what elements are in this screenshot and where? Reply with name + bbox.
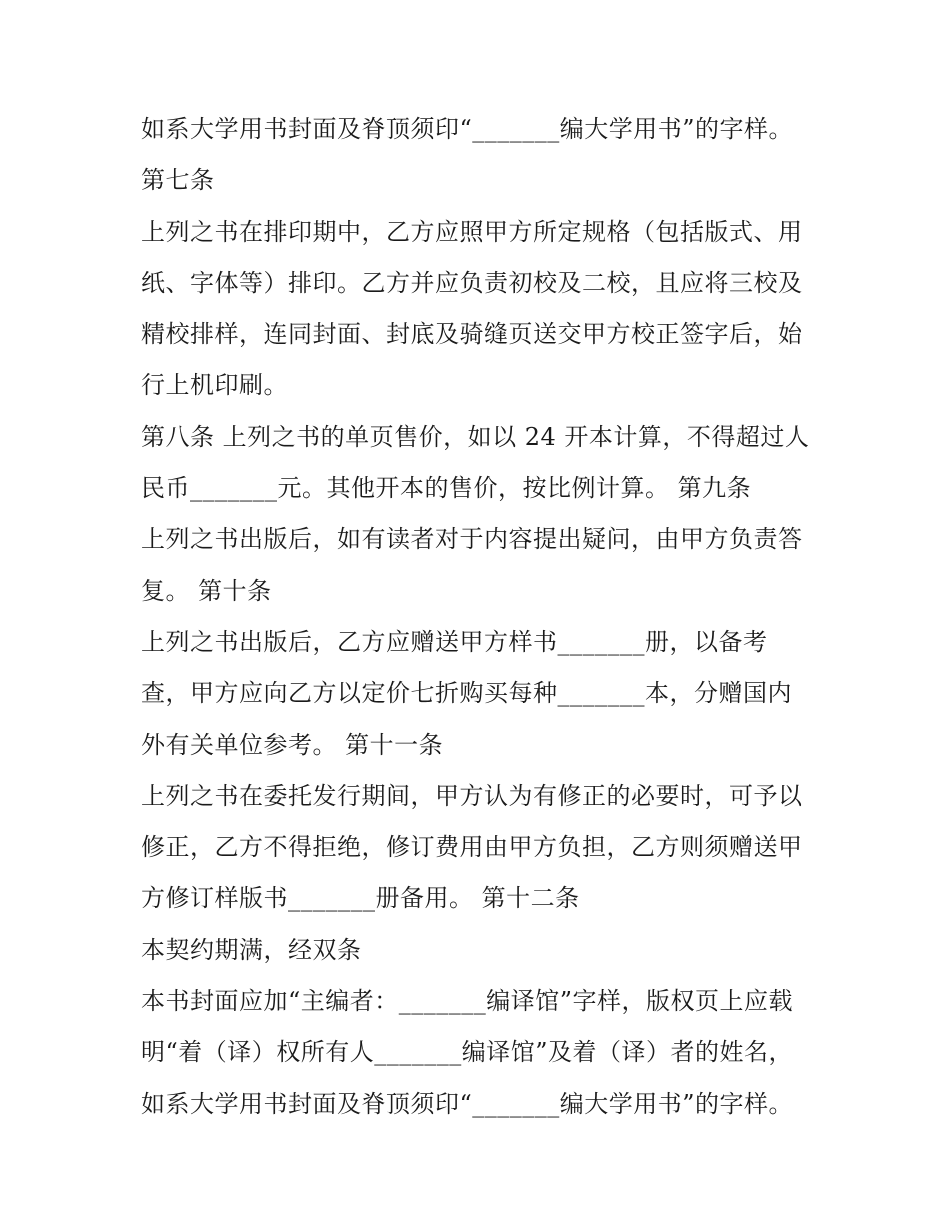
text-line-1: 如系大学用书封面及脊顶须印“_______编大学用书”的字样。: [141, 115, 794, 143]
text-line-13: 外有关单位参考。 第十一条: [141, 730, 444, 759]
text-line-20: 如系大学用书封面及脊顶须印“_______编大学用书”的字样。: [141, 1089, 794, 1118]
text-line-7: 第八条 上列之书的单页售价，如以 24 开本计算，不得超过人: [141, 422, 810, 451]
text-line-19: 明“着（译）权所有人_______编译馆”及着（译）者的姓名，: [141, 1038, 794, 1067]
text-line-14: 上列之书在委托发行期间，甲方认为有修正的必要时，可予以: [141, 781, 803, 810]
text-line-4: 纸、字体等）排印。乙方并应负责初校及二校，且应将三校及: [141, 268, 803, 297]
text-line-18: 本书封面应加“主编者：_______编译馆”字样，版权页上应载: [141, 987, 794, 1016]
text-line-8: 民币_______元。其他开本的售价，按比例计算。 第九条: [141, 474, 752, 503]
text-line-6: 行上机印刷。: [141, 371, 288, 400]
text-line-3: 上列之书在排印期中，乙方应照甲方所定规格（包括版式、用: [141, 217, 803, 246]
text-line-16: 方修订样版书_______册备用。 第十二条: [141, 884, 580, 913]
text-line-11: 上列之书出版后，乙方应赠送甲方样书_______册，以备考: [141, 627, 768, 656]
article-heading-7: 第七条: [141, 166, 215, 195]
text-line-17: 本契约期满，经双条: [141, 935, 362, 964]
text-line-9: 上列之书出版后，如有读者对于内容提出疑问，由甲方负责答: [141, 525, 803, 554]
text-line-10: 复。 第十条: [141, 576, 272, 605]
text-line-12: 查，甲方应向乙方以定价七折购买每种_______本，分赠国内: [141, 679, 792, 708]
document-body: [141, 104, 831, 1130]
text-line-15: 修正，乙方不得拒绝，修订费用由甲方负担，乙方则须赠送甲: [141, 833, 803, 862]
text-line-5: 精校排样，连同封面、封底及骑缝页送交甲方校正签字后，始: [141, 320, 803, 349]
